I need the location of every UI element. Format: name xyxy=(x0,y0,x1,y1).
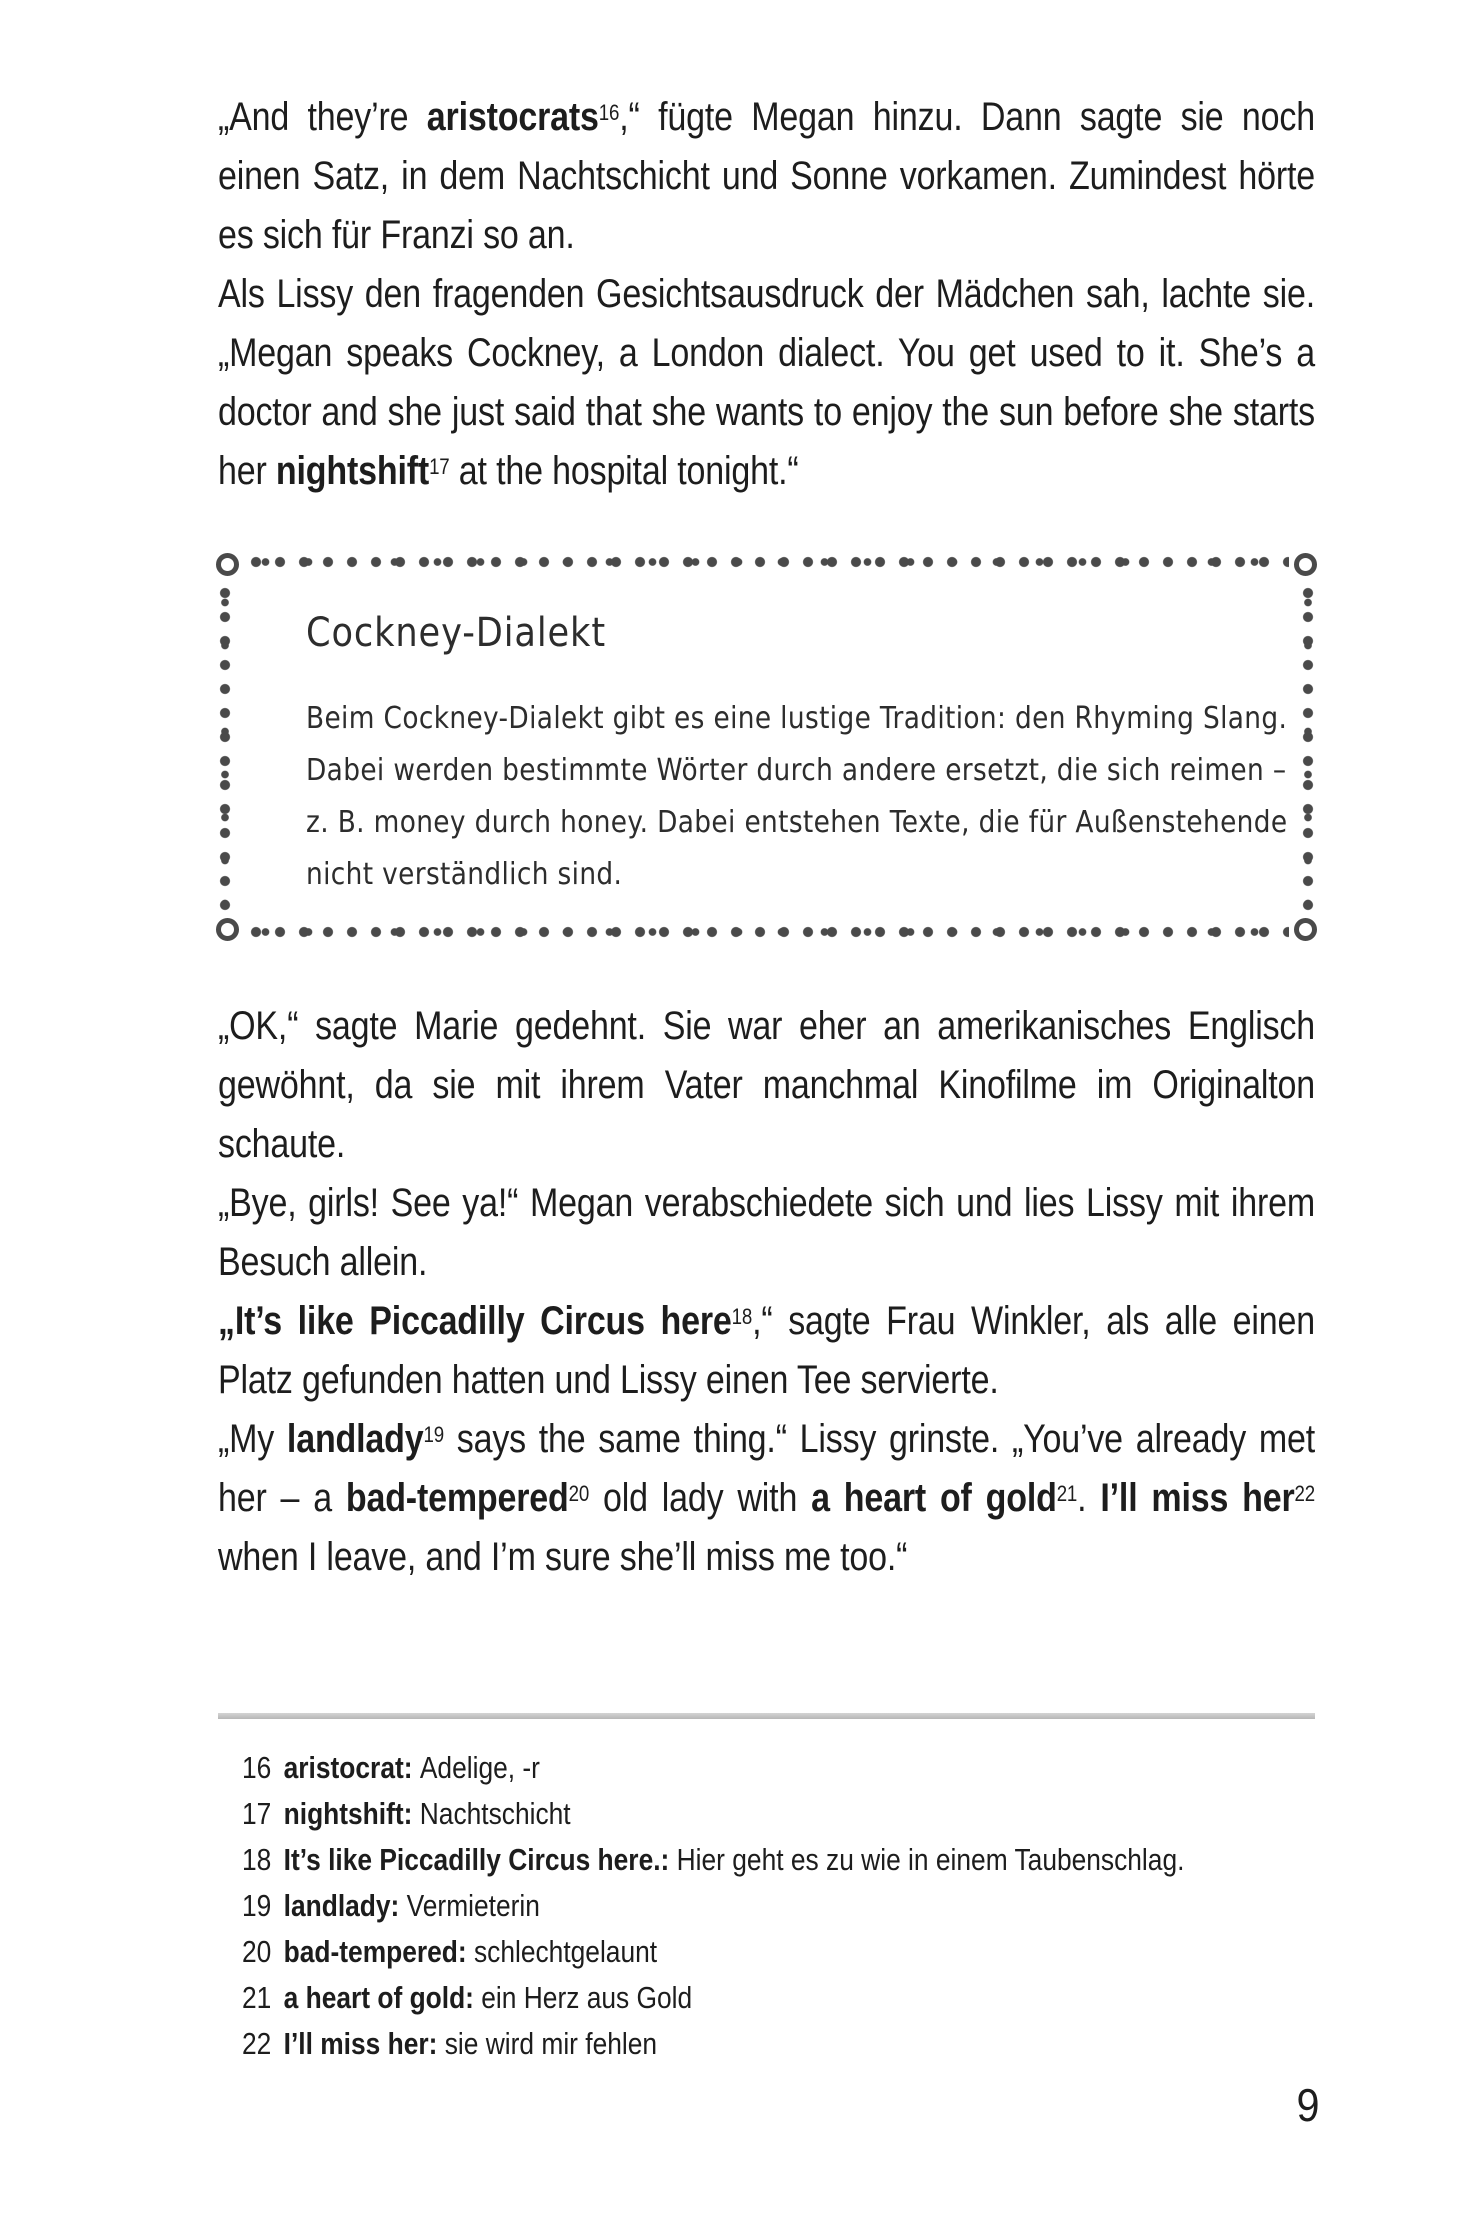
text-run: Als Lissy den fragenden Gesichtsausdruck der Mädchen sah, lachte sie. „Megan speaks Cockney, a London dialect. You get used to it. She’s a doctor and she just said that she wants to enjoy the sun before she starts her xyxy=(218,272,1315,493)
infobox-body: Beim Cockney-Dialekt gibt es eine lustige Tradition: den Rhyming Slang. Dabei werden bestimmte Wörter durch andere ersetzt, die sich reimen – z. B. money durch honey. Dabei entstehen Texte, die für Außenstehende nicht verständlich sind. xyxy=(306,701,1288,892)
footnote-text xyxy=(284,1975,693,2021)
corner-ring-icon xyxy=(216,553,239,576)
text-run: when I leave, and I’m sure she’ll miss me too.“ xyxy=(218,1535,908,1579)
page-number: 9 xyxy=(1296,2079,1320,2131)
footnote-number: 18 xyxy=(242,1842,272,1877)
footnote-text xyxy=(284,1791,571,1837)
story-paragraph xyxy=(218,88,1315,265)
text-run: says the same thing.“ Lissy grinste. „You’ve already met her – a xyxy=(218,1417,1315,1520)
footnote-text xyxy=(284,1837,1185,1883)
footnote-ref: 21 xyxy=(1056,1481,1078,1506)
infobox-title: Cockney-Dialekt xyxy=(306,610,607,656)
footnote-definition: Hier geht es zu wie in einem Taubenschlag. xyxy=(676,1842,1185,1877)
infobox-content xyxy=(306,609,1315,901)
footnote-text xyxy=(284,2021,657,2067)
footnote-text xyxy=(284,1883,540,1929)
dotted-border-bottom xyxy=(244,925,1289,939)
footnote-number: 20 xyxy=(242,1934,272,1969)
bold-run: bad-tempered xyxy=(345,1476,569,1520)
story-before-box xyxy=(218,88,1315,501)
bold-run: nightshift xyxy=(275,449,430,493)
footnote-divider xyxy=(218,1713,1315,1719)
footnote-term: I’ll miss her: xyxy=(283,2026,445,2061)
footnote-item xyxy=(242,1975,1339,2021)
footnote-ref: 16 xyxy=(598,100,620,125)
footnote-definition: Nachtschicht xyxy=(419,1796,571,1831)
story-paragraph xyxy=(218,1174,1315,1292)
footnote-ref: 17 xyxy=(429,454,450,479)
text-run: „OK,“ sagte Marie gedehnt. Sie war eher an amerikanisches Englisch gewöhnt, da sie mit ihrem Vater manchmal Kinofilme im Originalton schaute. xyxy=(218,1004,1315,1166)
footnote-text xyxy=(284,1929,657,1975)
footnote-definition: Vermieterin xyxy=(406,1888,540,1923)
footnote-number: 16 xyxy=(242,1750,272,1785)
footnote-term: landlady: xyxy=(283,1888,407,1923)
bold-run: aristocrats xyxy=(426,95,599,139)
footnote-term: a heart of gold: xyxy=(283,1980,482,2015)
dotted-border-left xyxy=(218,581,232,913)
footnote-text xyxy=(284,1745,540,1791)
footnote-item xyxy=(242,1929,1339,1975)
footnote-term: bad-tempered: xyxy=(283,1934,474,1969)
story-after-box xyxy=(218,997,1315,1587)
footnote-term: It’s like Piccadilly Circus here.: xyxy=(283,1842,677,1877)
footnote-definition: ein Herz aus Gold xyxy=(481,1980,693,2015)
story-paragraph xyxy=(218,997,1315,1174)
text-run: „Bye, girls! See ya!“ Megan verabschiedete sich und lies Lissy mit ihrem Besuch allein. xyxy=(218,1181,1315,1284)
footnote-item xyxy=(242,1837,1339,1883)
footnote-item xyxy=(242,2021,1339,2067)
footnote-term: aristocrat: xyxy=(283,1750,420,1785)
bold-run: a heart of gold xyxy=(811,1476,1057,1520)
corner-ring-icon xyxy=(1294,553,1317,576)
footnote-term: nightshift: xyxy=(283,1796,420,1831)
footnote-definition: schlechtgelaunt xyxy=(473,1934,658,1969)
footnote-item xyxy=(242,1745,1339,1791)
footnote-number: 19 xyxy=(242,1888,272,1923)
story-paragraph xyxy=(218,265,1315,501)
text-run: . xyxy=(1077,1476,1101,1520)
dotted-border-top xyxy=(244,555,1289,569)
text-run: „And they’re xyxy=(218,95,427,139)
footnotes-list xyxy=(242,1745,1339,2067)
footnote-ref: 20 xyxy=(568,1481,590,1506)
story-paragraph xyxy=(218,1292,1315,1410)
footnote-ref: 18 xyxy=(731,1304,753,1329)
footnote-number: 17 xyxy=(242,1796,272,1831)
footnote-item xyxy=(242,1883,1339,1929)
footnote-definition: sie wird mir fehlen xyxy=(444,2026,658,2061)
bold-run: „It’s like Piccadilly Circus here xyxy=(218,1299,732,1343)
text-run: ,“ sagte Frau Winkler, als alle einen Platz gefunden hatten und Lissy einen Tee servierte. xyxy=(218,1299,1316,1402)
footnote-ref: 19 xyxy=(423,1422,444,1447)
corner-ring-icon xyxy=(1294,918,1317,941)
footnote-item xyxy=(242,1791,1339,1837)
text-run: ,“ fügte Megan hinzu. Dann sagte sie noch einen Satz, in dem Nachtschicht und Sonne vorkamen. Zumindest hörte es sich für Franzi so an. xyxy=(218,95,1315,257)
text-run: „My xyxy=(218,1417,287,1461)
text-run: at the hospital tonight.“ xyxy=(449,449,799,493)
bold-run: I’ll miss her xyxy=(1100,1476,1295,1520)
story-paragraph xyxy=(218,1410,1315,1587)
bold-run: landlady xyxy=(286,1417,424,1461)
text-run: old lady with xyxy=(589,1476,812,1520)
footnote-number: 22 xyxy=(242,2026,272,2061)
footnote-number: 21 xyxy=(242,1980,272,2015)
footnote-definition: Adelige, -r xyxy=(419,1750,540,1785)
corner-ring-icon xyxy=(216,918,239,941)
footnote-ref: 22 xyxy=(1294,1481,1315,1506)
cockney-info-box xyxy=(218,555,1315,939)
